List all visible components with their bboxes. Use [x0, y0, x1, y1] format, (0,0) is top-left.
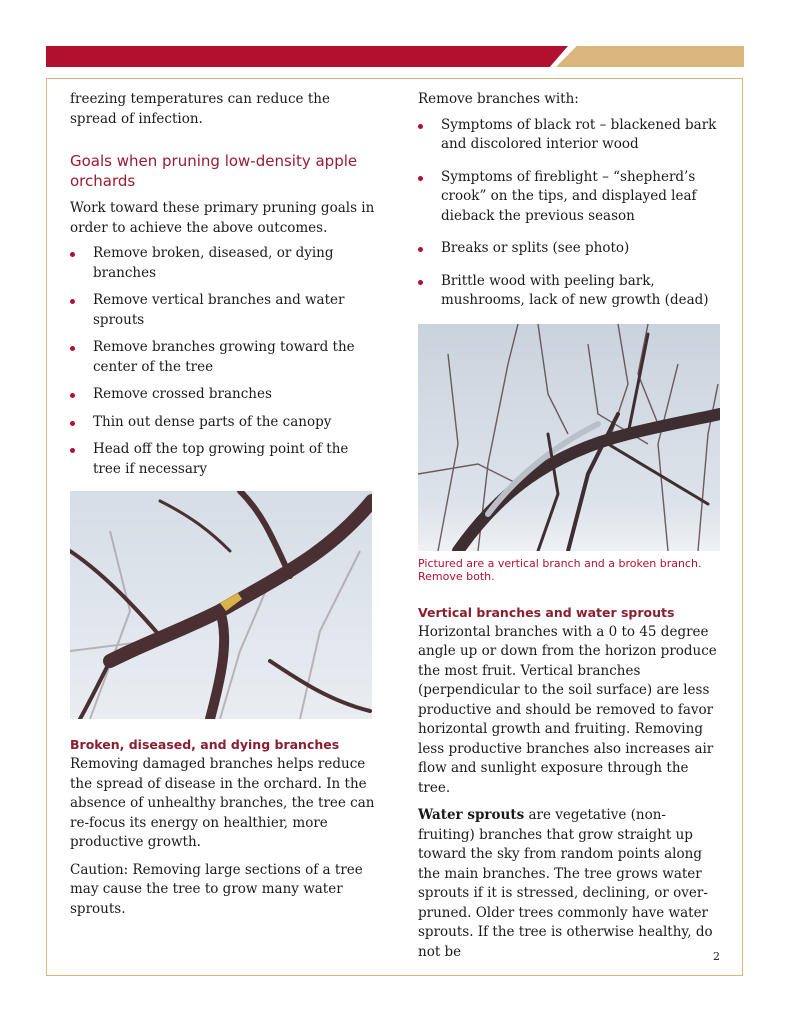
- list-item: [70, 244, 376, 283]
- caution-text: Caution: Removing large sections of a tree may cause the tree to grow many water sprouts.: [70, 861, 363, 917]
- header-band-tan: [556, 46, 744, 67]
- list-item-text: Symptoms of black rot – blackened bark and discolored interior wood: [441, 116, 717, 152]
- remove-list: [418, 116, 722, 311]
- bullet-icon: [70, 252, 75, 257]
- list-item-text: Remove branches growing toward the center of the tree: [93, 339, 355, 375]
- list-item-text: Thin out dense parts of the canopy: [93, 413, 332, 430]
- list-item: [70, 385, 376, 405]
- bullet-icon: [70, 393, 75, 398]
- list-item: [418, 239, 722, 259]
- list-item: [70, 291, 376, 330]
- list-item-text: Head off the top growing point of the tree if necessary: [93, 441, 349, 477]
- list-item-text: Symptoms of fireblight – “shepherd’s crook” on the tips, and displayed leaf dieback the previous season: [441, 168, 697, 224]
- photo-caption: Pictured are a vertical branch and a broken branch. Remove both.: [418, 556, 702, 583]
- bullet-icon: [418, 280, 423, 285]
- bullet-icon: [70, 421, 75, 426]
- list-item-text: Remove crossed branches: [93, 386, 272, 402]
- apple-branch-photo: [70, 491, 372, 719]
- list-item-text: Remove broken, diseased, or dying branches: [93, 245, 334, 281]
- bullet-icon: [70, 346, 75, 351]
- water-sprouts-paragraph: [418, 806, 722, 962]
- right-column: [418, 90, 722, 962]
- list-item: [70, 338, 376, 377]
- intro-text: freezing temperatures can reduce the spread of infection.: [70, 91, 330, 127]
- bullet-icon: [418, 124, 423, 129]
- list-item: [418, 168, 722, 227]
- page-number: 2: [713, 950, 720, 963]
- bullet-icon: [70, 448, 75, 453]
- list-item: [418, 116, 722, 155]
- water-sprouts-term: Water sprouts: [418, 807, 525, 823]
- vertical-text: Horizontal branches with a 0 to 45 degree angle up or down from the horizon produce the most fruit. Vertical branches (perpendicular to the soil surface) are less productive and should be removed to favor horizontal growth and fruiting. Removing less productive branches also increases air flow and sunlight exposure through the tree.: [418, 623, 717, 796]
- vertical-branch-photo: [418, 324, 720, 551]
- list-item-text: Remove vertical branches and water sprouts: [93, 292, 345, 328]
- left-column: [70, 90, 376, 919]
- goals-heading: Goals when pruning low-density apple orchards: [70, 152, 358, 190]
- broken-text: Removing damaged branches helps reduce the spread of disease in the orchard. In the absence of unhealthy branches, the tree can re-focus its energy on healthier, more productive growth.: [70, 756, 375, 850]
- goals-list: [70, 244, 376, 479]
- list-item: [418, 272, 722, 311]
- vertical-heading: Vertical branches and water sprouts: [418, 604, 675, 620]
- remove-intro: Remove branches with:: [418, 91, 579, 107]
- bullet-icon: [70, 299, 75, 304]
- bullet-icon: [418, 247, 423, 252]
- bullet-icon: [418, 176, 423, 181]
- list-item-text: Breaks or splits (see photo): [441, 240, 630, 256]
- header-band-red: [46, 46, 568, 67]
- list-item: [70, 413, 376, 433]
- goals-intro: Work toward these primary pruning goals in order to achieve the above outcomes.: [70, 200, 375, 236]
- list-item: [70, 440, 376, 479]
- list-item-text: Brittle wood with peeling bark, mushrooms, lack of new growth (dead): [441, 272, 709, 308]
- water-sprouts-text: are vegetative (non-fruiting) branches that grow straight up toward the sky from random points along the main branches. The tree grows water sprouts if it is stressed, declining, or over-pruned. Older trees commonly have water sprouts. If the tree is otherwise healthy, do not be: [418, 807, 713, 960]
- broken-heading: Broken, diseased, and dying branches: [70, 737, 340, 752]
